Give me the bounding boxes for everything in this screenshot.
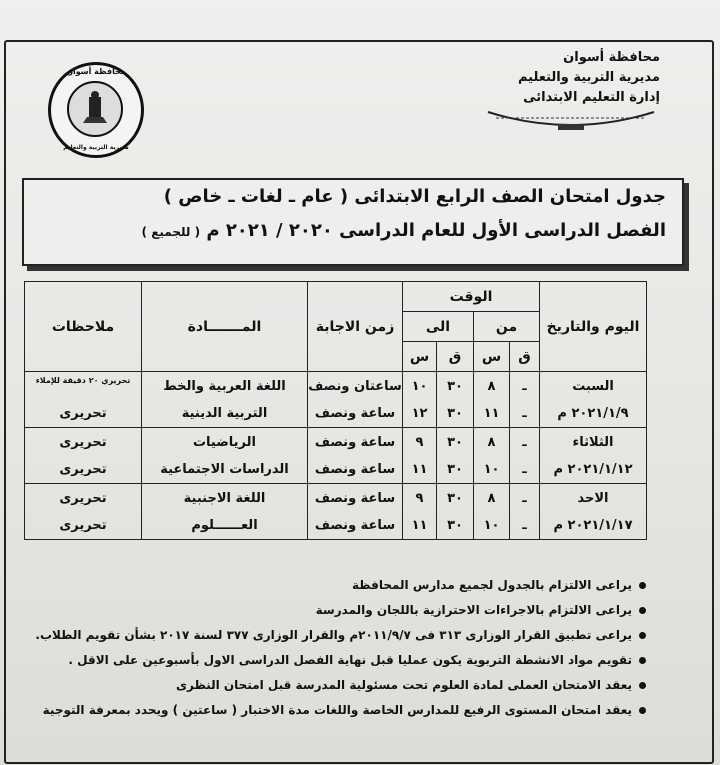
subject-cell: الرياضيات الدراسات الاجتماعية (142, 428, 308, 484)
directorate-name: مديرية التربية والتعليم (517, 70, 660, 85)
document-subtitle: الفصل الدراسى الأول للعام الدراسى ٢٠٢٠ / ٢٠٢١ م ( للجميع ) (141, 220, 666, 241)
notes-list (35, 573, 646, 723)
bullet-icon (639, 682, 646, 689)
title-box (22, 178, 684, 266)
decorative-ornament-icon (486, 108, 656, 134)
list-item: يعقد الامتحان العملى لمادة العلوم تحت مسئولية المدرسة قبل امتحان النظرى (56, 673, 646, 698)
header-from-s: س (474, 342, 510, 372)
notes-cell: تحريرى تحريرى (25, 428, 142, 484)
list-item: يراعى الالتزام بالاجراءات الاحترازية باللجان والمدرسة (56, 598, 646, 623)
header-notes: ملاحظات (25, 282, 142, 372)
subject-cell: اللغة العربية والخط التربية الدينية (142, 372, 308, 428)
header-to-s: س (403, 342, 437, 372)
duration-cell: ساعتان ونصف ساعة ونصف (308, 372, 403, 428)
letterhead (460, 48, 660, 108)
bullet-icon (639, 632, 646, 639)
table-row: الثلاثاء ٢٠٢١/١/١٢ م ـ ـ ٨ ١٠ ٣٠ ٣٠ ٩ ١١ ساعة ونصف ساعة ونصف الرياضيات الدراسات الاجتماعية تحريرى تحريرى (25, 428, 647, 484)
header-duration: زمن الاجابة (308, 282, 403, 372)
header-from-q: ق (510, 342, 540, 372)
bullet-icon (639, 607, 646, 614)
header-to-q: ق (437, 342, 474, 372)
day-date-cell: السبت ٢٠٢١/١/٩ م (540, 372, 647, 428)
subject-cell: اللغة الاجنبية العــــــلوم (142, 484, 308, 540)
administration-name: إدارة التعليم الابتدائى (523, 90, 660, 105)
seal-emblem-icon (67, 81, 123, 137)
header-time: الوقت (403, 282, 540, 312)
day-date-cell: الاحد ٢٠٢١/١/١٧ م (540, 484, 647, 540)
header-from: من (474, 312, 540, 342)
notes-cell: تحريرى تحريرى (25, 484, 142, 540)
table-row: السبت ٢٠٢١/١/٩ م ـ ـ ٨ ١١ ٣٠ ٣٠ ١٠ ١٢ ساعتان ونصف ساعة ونصف اللغة العربية والخط التربية الدينية تحريري ٢٠ دقيقة للإملاء تحريرى (25, 372, 647, 428)
list-item: يعقد امتحان المستوى الرفيع للمدارس الخاصة واللغات مدة الاختبار ( ساعتين ) ويحدد بمعرفة التوجية (56, 698, 646, 723)
table-row: الاحد ٢٠٢١/١/١٧ م ـ ـ ٨ ١٠ ٣٠ ٣٠ ٩ ١١ ساعة ونصف ساعة ونصف اللغة الاجنبية العــــــلوم تحريرى تحريرى (25, 484, 647, 540)
list-item: يراعى الالتزام بالجدول لجميع مدارس المحافظة (56, 573, 646, 598)
duration-cell: ساعة ونصف ساعة ونصف (308, 484, 403, 540)
list-item: يراعى تطبيق القرار الوزارى ٣١٣ فى ٢٠١١/٩/٧م والقرار الوزارى ٣٧٧ لسنة ٢٠١٧ بشأن تقويم الطلاب. (56, 623, 646, 648)
header-to: الى (403, 312, 474, 342)
bullet-icon (639, 657, 646, 664)
document-title: جدول امتحان الصف الرابع الابتدائى ( عام ـ لغات ـ خاص ) (163, 186, 666, 207)
list-item: تقويم مواد الانشطة التربوية يكون عمليا قبل نهاية الفصل الدراسى الاول بأسبوعين على الاقل . (56, 648, 646, 673)
day-date-cell: الثلاثاء ٢٠٢١/١/١٢ م (540, 428, 647, 484)
notes-cell: تحريري ٢٠ دقيقة للإملاء تحريرى (25, 372, 142, 428)
exam-schedule-table (24, 281, 647, 540)
bullet-icon (639, 707, 646, 714)
bullet-icon (639, 582, 646, 589)
duration-cell: ساعة ونصف ساعة ونصف (308, 428, 403, 484)
governorate-name: محافظة أسوان (563, 50, 660, 65)
header-subject: المـــــــادة (142, 282, 308, 372)
seal-logo: محافظة أسوان مديرية التربية والتعليم (48, 62, 144, 158)
header-day-date: اليوم والتاريخ (540, 282, 647, 372)
